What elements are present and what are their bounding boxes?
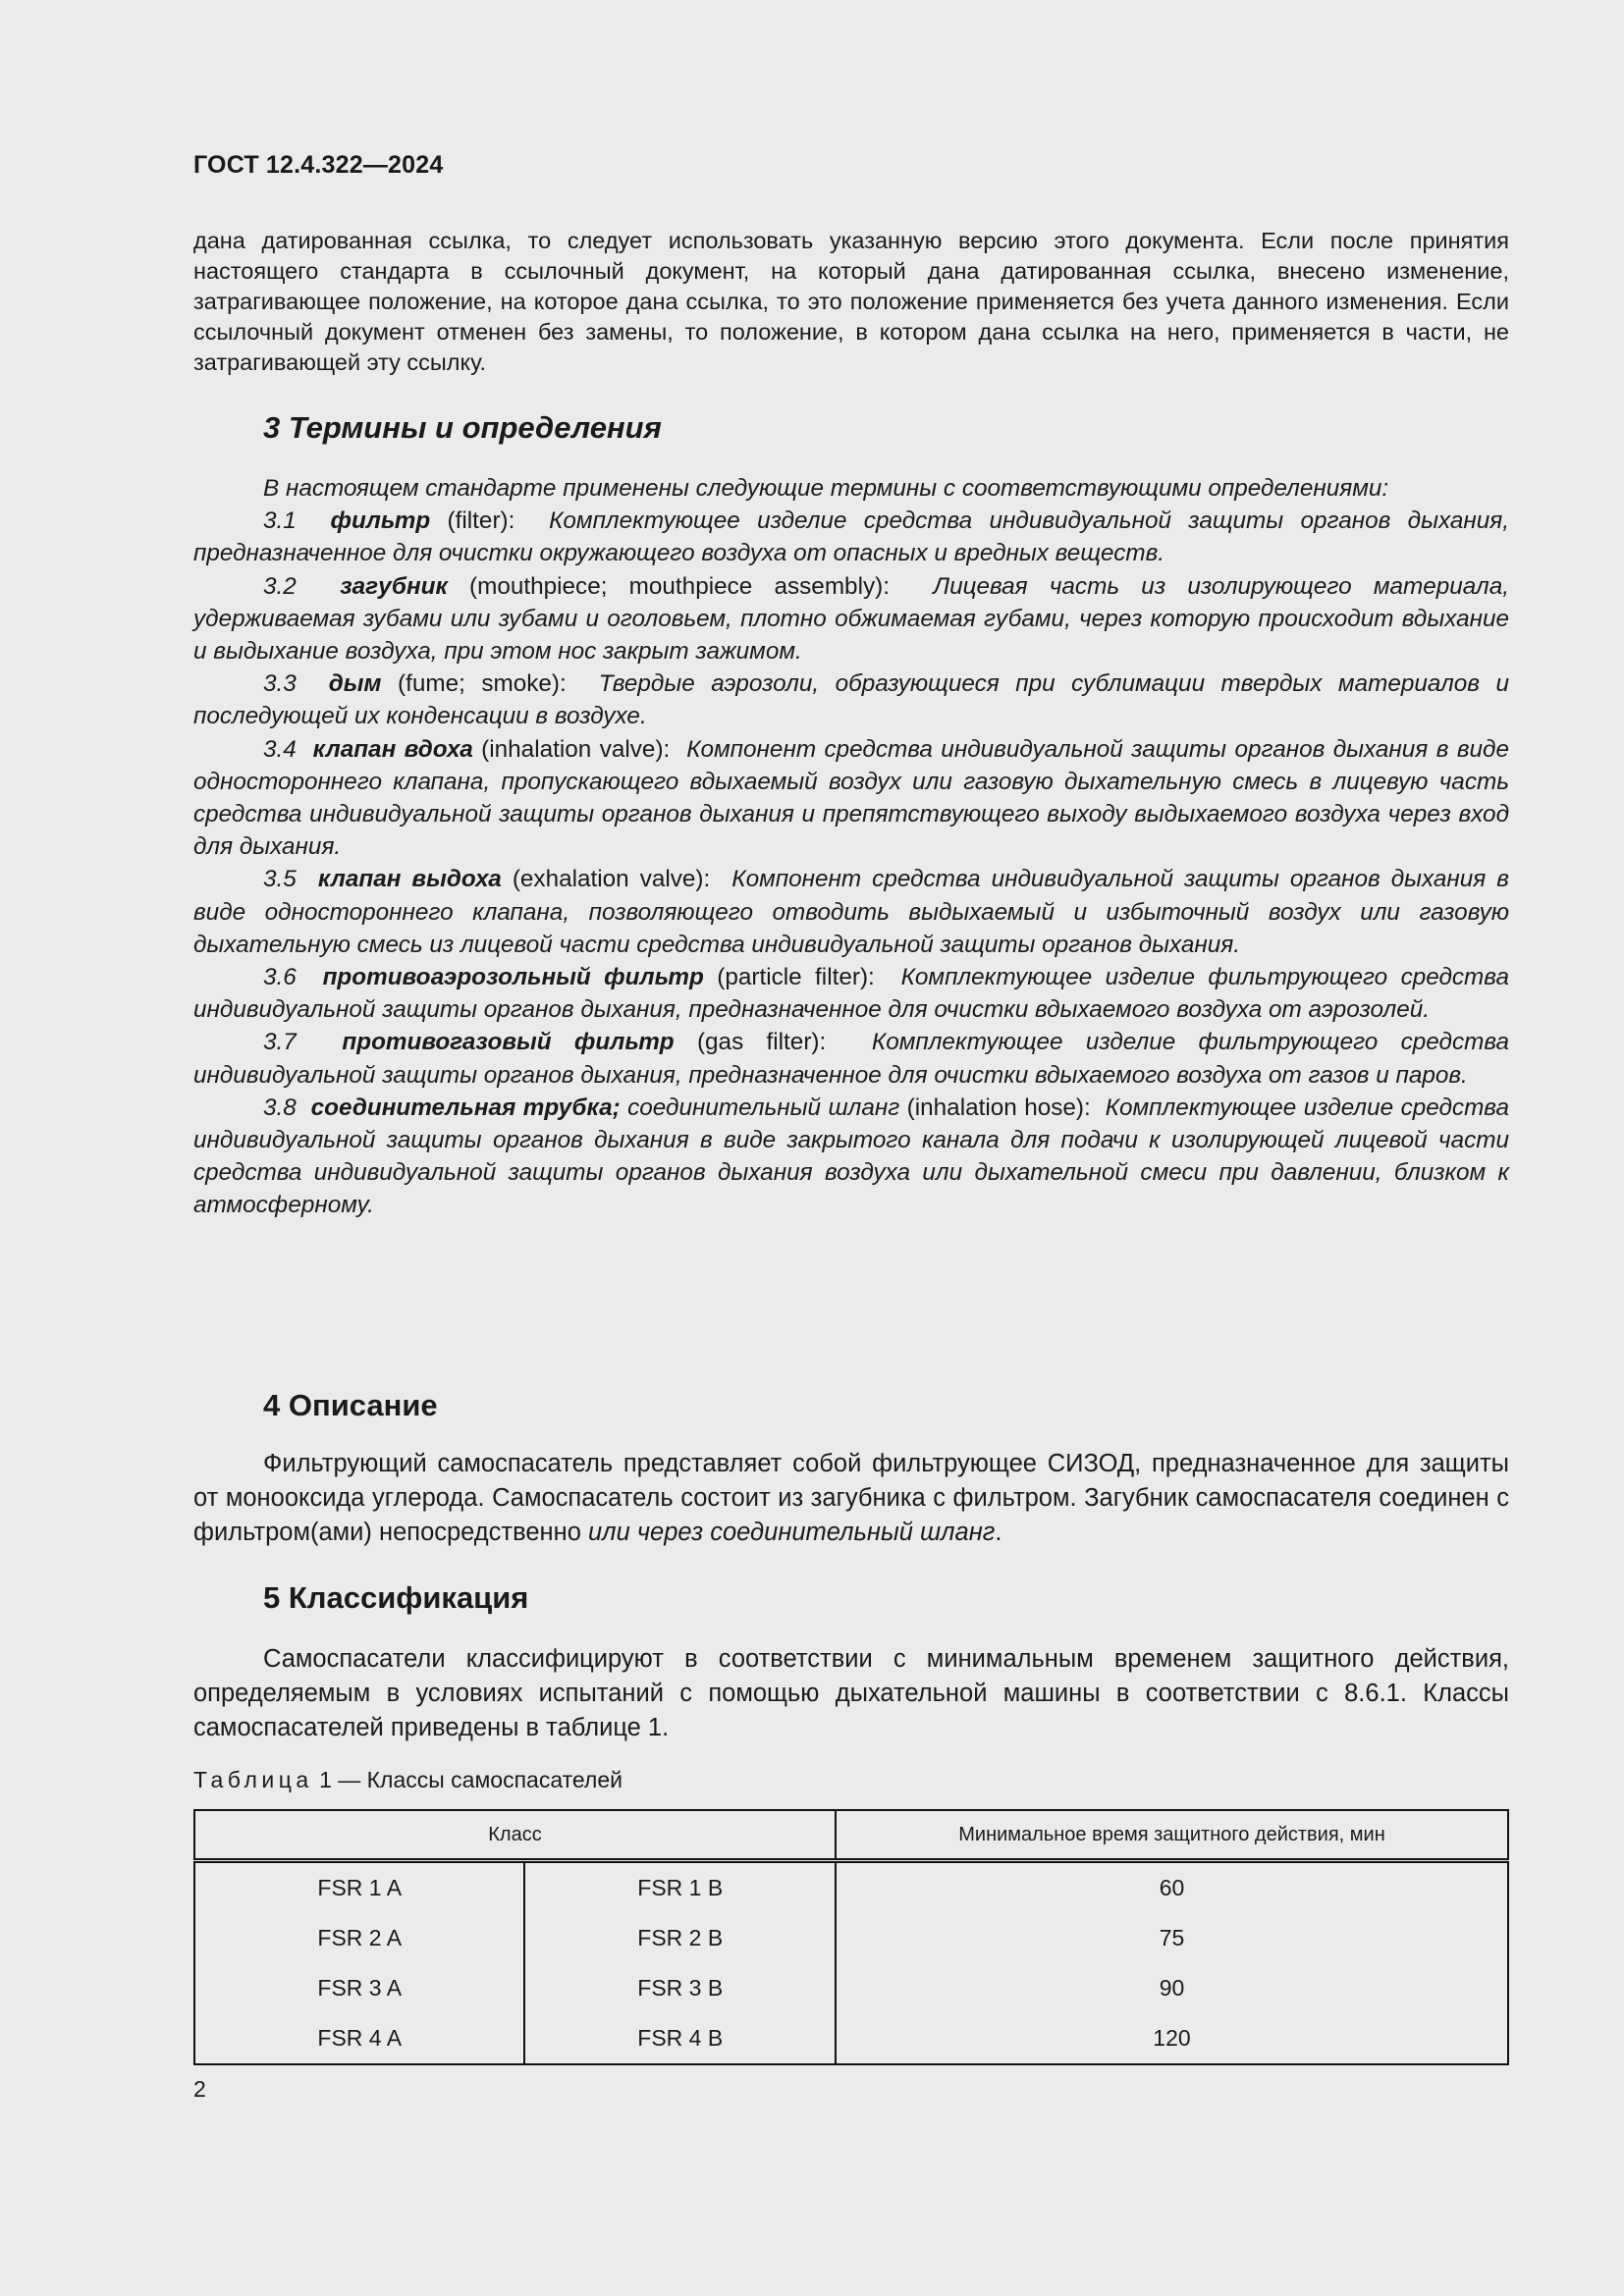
term-english: (mouthpiece; mouthpiece assembly): [469, 572, 890, 600]
time-cell: 90 [836, 1963, 1508, 2013]
term-name: дым [328, 670, 382, 698]
term-name: противоаэрозольный фильтр [322, 964, 704, 991]
table-row [194, 1861, 1508, 1914]
term-definition: Комплектующее изделие фильтрующего средства индивидуальной защиты органов дыхания, предназначенное для очистки вдыхаемого воздуха от газов и паров. [193, 1029, 1509, 1089]
term-3-4 [193, 733, 1509, 864]
table-row [194, 2013, 1508, 2064]
term-definition: Компонент средства индивидуальной защиты органов дыхания в виде одностороннего клапана, пропускающего вдыхаемый воздух или газовую дыхательную смесь в лицевую часть средства индивидуальной защиты органов дыхания и препятствующего выходу выдыхаемого воздуха через вход для дыхания. [193, 735, 1509, 861]
term-number: 3.2 [263, 572, 297, 600]
term-3-8 [193, 1092, 1509, 1222]
section-4-heading: 4 Описание [263, 1388, 438, 1422]
term-3-5 [193, 863, 1509, 961]
term-3-1 [193, 505, 1509, 569]
section-4-text-end: . [995, 1519, 1002, 1546]
term-name: противогазовый фильтр [342, 1029, 675, 1056]
term-number: 3.4 [263, 735, 297, 763]
section-5-text: Самоспасатели классифицируют в соответствии с минимальным временем защитного действия, определяемым в условиях испытаний с помощью дыхательной машины в соответствии с 8.6.1. Классы самоспасателей приведены в таблице 1. [193, 1645, 1509, 1741]
term-definition: Комплектующее изделие фильтрующего средства индивидуальной защиты органов дыхания, предназначенное для очистки вдыхаемого воздуха от аэрозолей. [193, 964, 1509, 1024]
term-english: (gas filter): [696, 1029, 827, 1056]
term-3-2 [193, 570, 1509, 668]
class-a-cell: FSR 1 A [194, 1861, 524, 1914]
term-english: (exhalation valve): [512, 866, 711, 893]
term-number: 3.6 [263, 964, 297, 991]
class-a-cell: FSR 3 A [194, 1963, 524, 2013]
section-5-paragraph [193, 1642, 1509, 1745]
section-3-heading: 3 Термины и определения [263, 410, 662, 445]
section-4-text: Фильтрующий самоспасатель представляет собой фильтрующее СИЗОД, предназначенное для защиты от монооксида углерода. Самоспасатель состоит из загубника с фильтром. Загубник самоспасателя соединен с фильтром(ами) непосредственно [193, 1450, 1509, 1546]
term-english: (filter): [447, 507, 515, 535]
term-number: 3.5 [263, 866, 297, 893]
term-english: (particle filter): [717, 964, 875, 991]
page-number: 2 [193, 2076, 206, 2102]
terms-lead: В настоящем стандарте применены следующие термины с соответствующими определениями: [263, 475, 1389, 502]
class-a-cell: FSR 4 A [194, 2013, 524, 2064]
term-alt-name: соединительный шланг [627, 1094, 900, 1121]
term-english: (fume; smoke): [397, 670, 567, 698]
term-3-3 [193, 667, 1509, 732]
term-name: загубник [340, 572, 448, 600]
term-definition: Комплектующее изделие средства индивидуальной защиты органов дыхания, предназначенное для очистки окружающего воздуха от опасных и вредных веществ. [193, 507, 1509, 567]
document-header: ГОСТ 12.4.322—2024 [193, 151, 444, 179]
term-number: 3.8 [263, 1094, 297, 1121]
class-b-cell: FSR 3 B [524, 1963, 836, 2013]
term-definition: Твердые аэрозоли, образующиеся при сублимации твердых материалов и последующей их конденсации в воздухе. [193, 670, 1509, 730]
term-number: 3.3 [263, 670, 297, 698]
table-row [194, 1963, 1508, 2013]
table-caption [193, 1767, 623, 1793]
term-english: (inhalation hose): [906, 1094, 1091, 1121]
class-a-cell: FSR 2 A [194, 1913, 524, 1963]
terms-list [193, 472, 1509, 1222]
term-name: фильтр [330, 507, 431, 535]
time-cell: 60 [836, 1861, 1508, 1914]
term-3-7 [193, 1026, 1509, 1091]
term-english: (inhalation valve): [481, 735, 671, 763]
term-name: клапан выдоха [317, 866, 502, 893]
term-number: 3.7 [263, 1029, 297, 1056]
section-4-italic-text: или через соединительный шланг [588, 1519, 996, 1546]
section-4-paragraph [193, 1447, 1509, 1550]
term-definition: Комплектующее изделие средства индивидуальной защиты органов дыхания в виде закрытого канала для подачи к изолирующей лицевой части средства индивидуальной защиты органов дыхания воздуха или дыхательной смеси при давлении, близком к атмосферному. [193, 1094, 1509, 1219]
term-name: клапан вдоха [312, 735, 473, 763]
table-caption-label: Таблица [193, 1767, 313, 1792]
header-min-time: Минимальное время защитного действия, мин [836, 1810, 1508, 1861]
term-3-6 [193, 961, 1509, 1026]
term-definition: Компонент средства индивидуальной защиты органов дыхания в виде одностороннего клапана, позволяющего отводить выдыхаемый и избыточный воздух или газовую дыхательную смесь из лицевой части средства индивидуальной защиты органов дыхания. [193, 866, 1509, 958]
table-row [194, 1913, 1508, 1963]
table-header-row [194, 1810, 1508, 1861]
class-b-cell: FSR 1 B [524, 1861, 836, 1914]
class-b-cell: FSR 2 B [524, 1913, 836, 1963]
header-class: Класс [194, 1810, 836, 1861]
time-cell: 75 [836, 1913, 1508, 1963]
section-5-heading: 5 Классификация [263, 1580, 529, 1615]
classes-table [193, 1809, 1509, 2065]
table-caption-title: 1 — Классы самоспасателей [312, 1767, 623, 1792]
intro-paragraph [193, 226, 1509, 378]
term-number: 3.1 [263, 507, 297, 535]
intro-text: дана датированная ссылка, то следует использовать указанную версию этого документа. Если после принятия настоящего стандарта в ссылочный документ, на который дана датированная ссылка, внесено изменение, затрагивающее положение, на которое дана ссылка, то это положение применяется без учета данного изменения. Если ссылочный документ отменен без замены, то положение, в котором дана ссылка на него, применяется в части, не затрагивающей эту ссылку. [193, 228, 1509, 375]
term-definition: Лицевая часть из изолирующего материала, удерживаемая зубами или зубами и оголовьем, плотно обжимаемая губами, через которую происходит вдыхание и выдыхание воздуха, при этом нос закрыт зажимом. [193, 572, 1509, 666]
time-cell: 120 [836, 2013, 1508, 2064]
term-name: соединительная трубка; [310, 1094, 621, 1121]
class-b-cell: FSR 4 B [524, 2013, 836, 2064]
